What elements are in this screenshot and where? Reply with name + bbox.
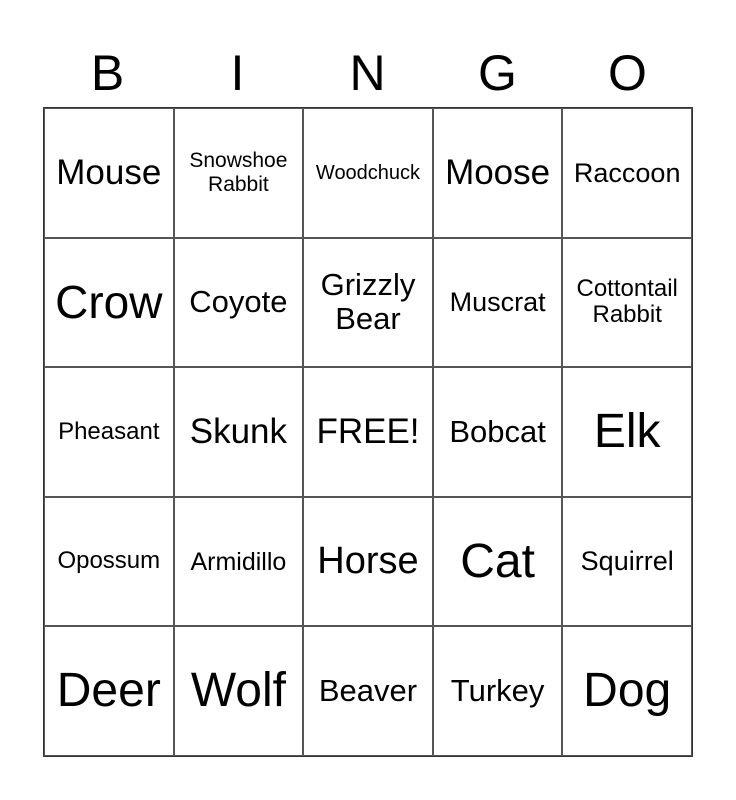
header-letter-i: I: [230, 45, 246, 101]
header-letter-o: O: [608, 45, 648, 101]
bingo-cell: Deer: [44, 626, 174, 756]
header-letter-b: B: [90, 45, 126, 101]
bingo-cell: Horse: [303, 497, 433, 627]
bingo-cell: Muscrat: [433, 238, 563, 368]
bingo-cell: Cat: [433, 497, 563, 627]
bingo-cell: Mouse: [44, 108, 174, 238]
bingo-cell: Grizzly Bear: [303, 238, 433, 368]
bingo-cell: Crow: [44, 238, 174, 368]
bingo-cell: Coyote: [174, 238, 304, 368]
bingo-cell: Dog: [562, 626, 692, 756]
bingo-cell: Snowshoe Rabbit: [174, 108, 304, 238]
bingo-cell: Cottontail Rabbit: [562, 238, 692, 368]
bingo-cell: Raccoon: [562, 108, 692, 238]
bingo-cell-free: FREE!: [303, 367, 433, 497]
bingo-cell: Moose: [433, 108, 563, 238]
bingo-cell: Woodchuck: [303, 108, 433, 238]
bingo-header: [43, 40, 693, 106]
bingo-card-grid: [43, 107, 693, 757]
bingo-cell: Turkey: [433, 626, 563, 756]
bingo-cell: Opossum: [44, 497, 174, 627]
header-letter-g: G: [478, 45, 518, 101]
bingo-cell: Skunk: [174, 367, 304, 497]
bingo-cell: Wolf: [174, 626, 304, 756]
header-letter-n: N: [349, 45, 387, 101]
bingo-cell: Pheasant: [44, 367, 174, 497]
bingo-cell: Beaver: [303, 626, 433, 756]
bingo-cell: Armidillo: [174, 497, 304, 627]
bingo-cell: Bobcat: [433, 367, 563, 497]
bingo-cell: Squirrel: [562, 497, 692, 627]
bingo-cell: Elk: [562, 367, 692, 497]
